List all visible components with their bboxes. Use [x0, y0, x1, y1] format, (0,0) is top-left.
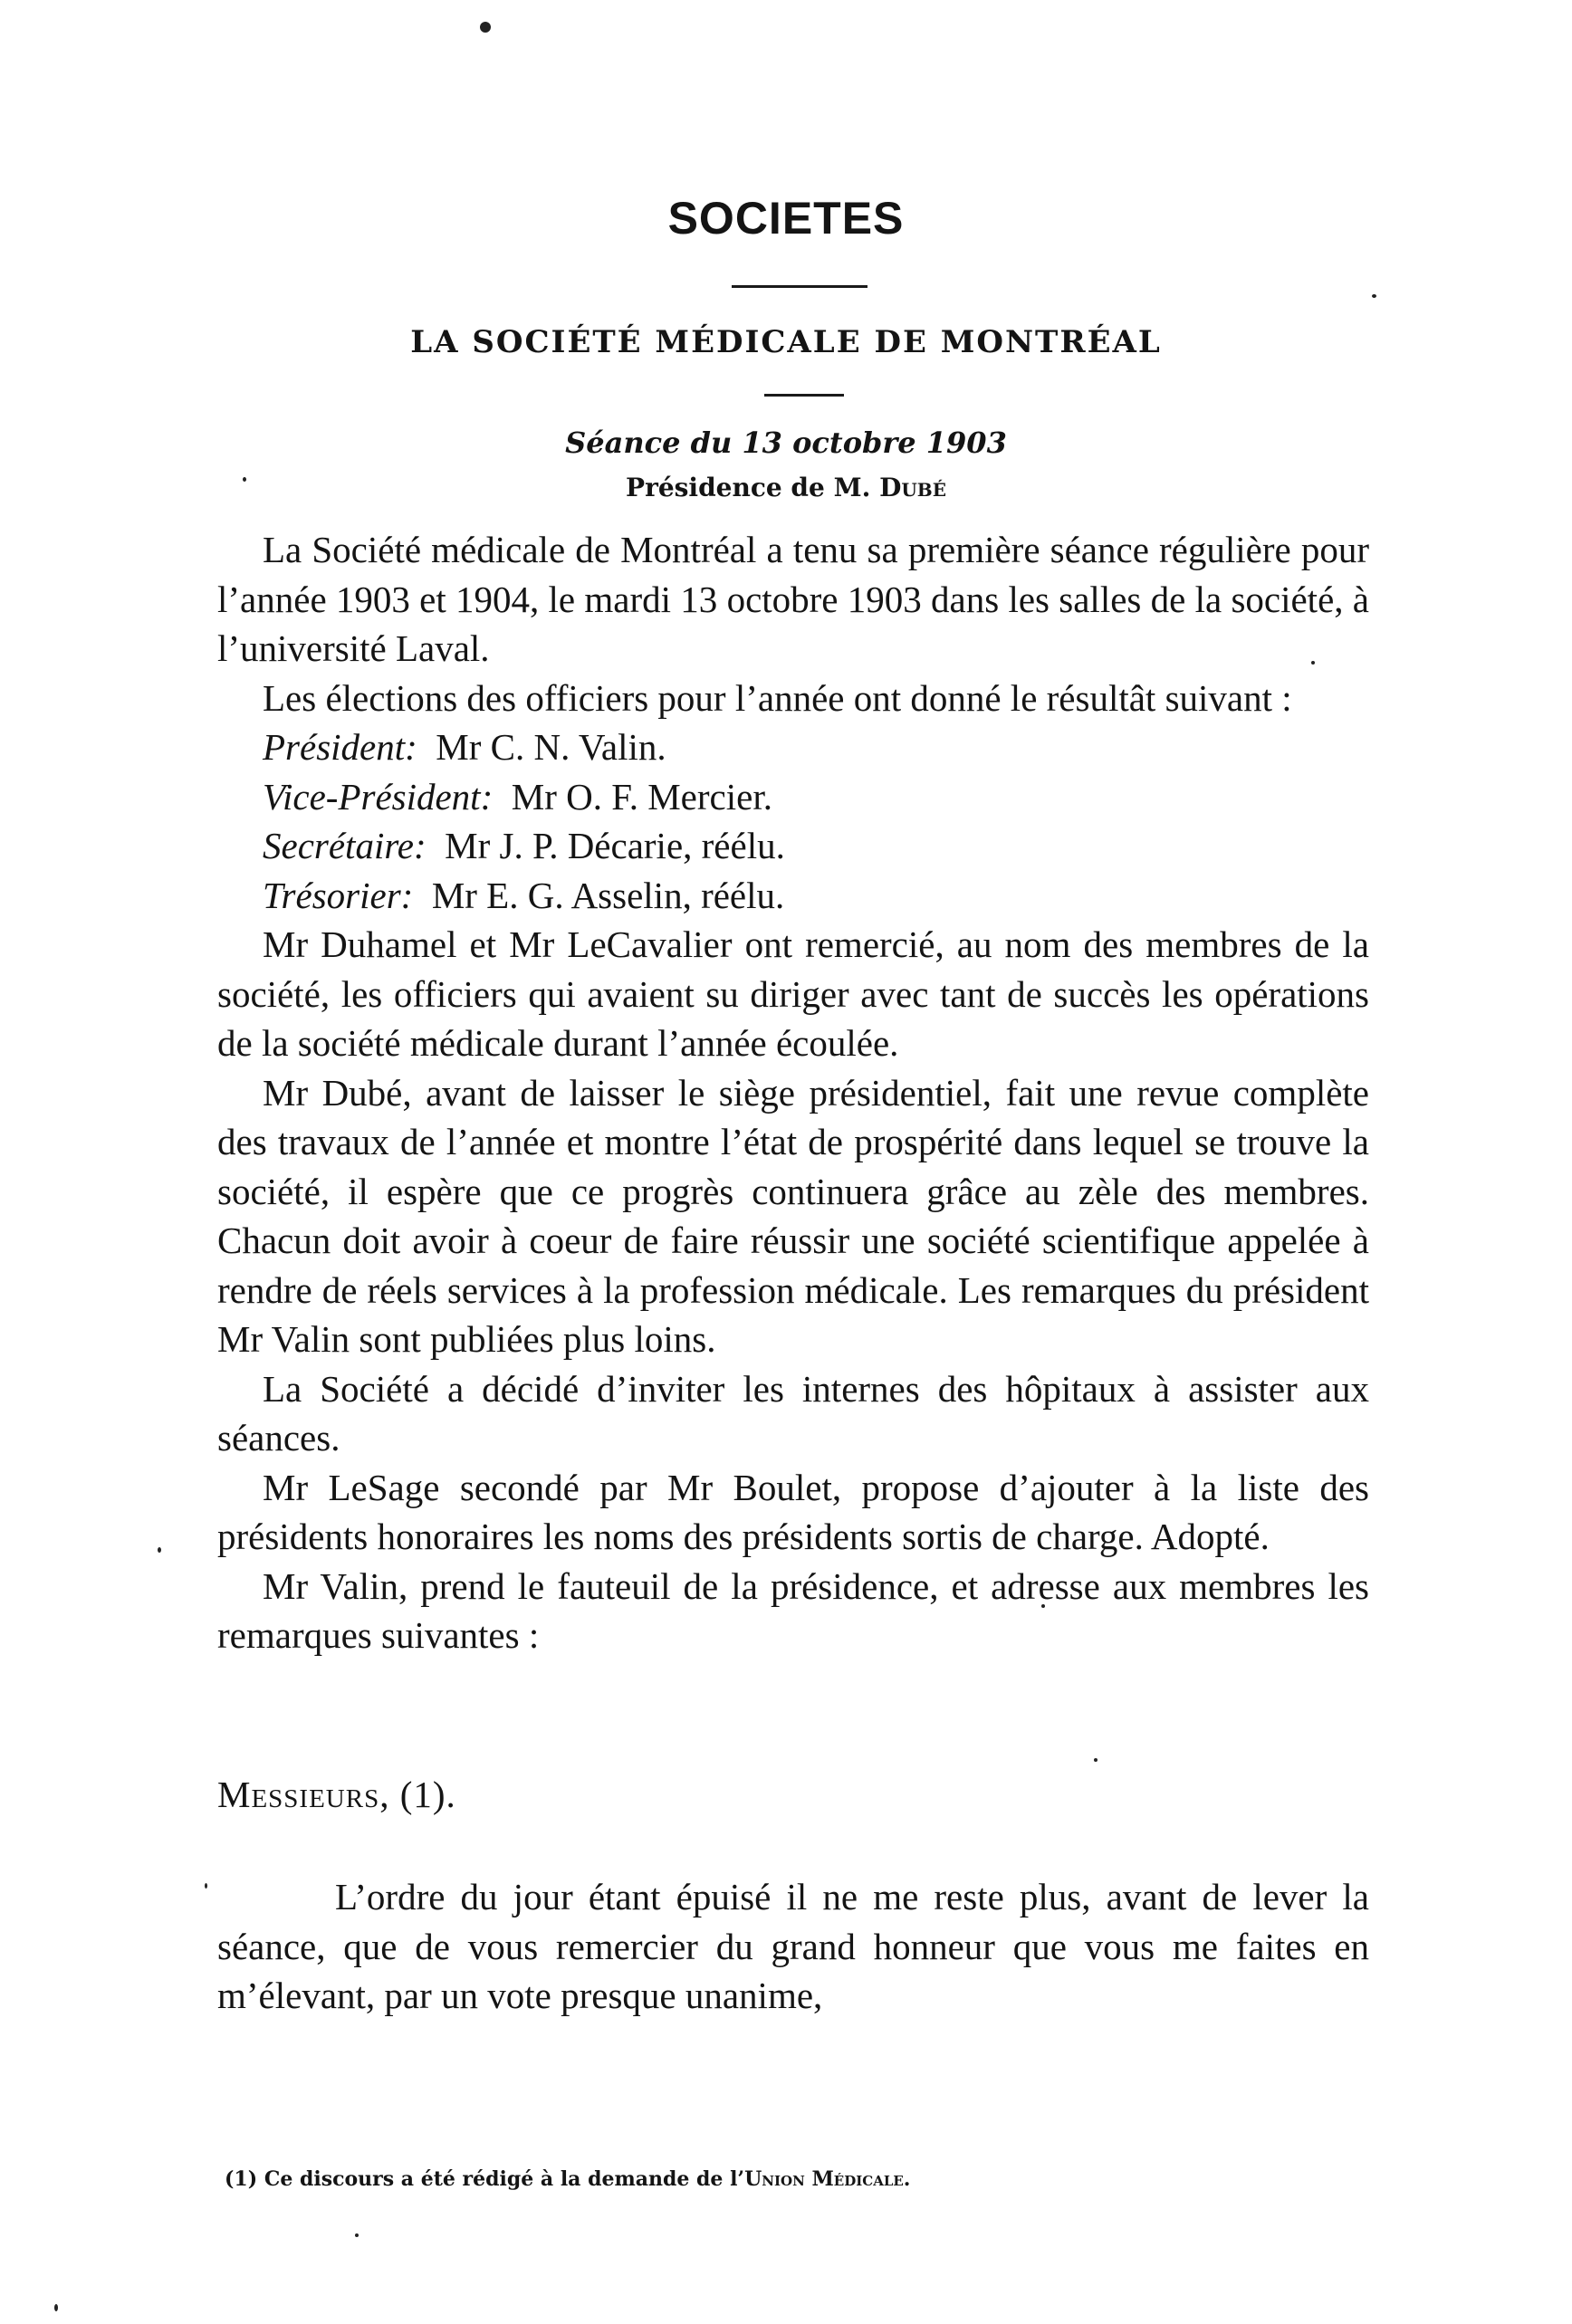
title-rule — [732, 285, 867, 288]
officer-name: Mr O. F. Mercier. — [511, 775, 772, 818]
paragraph-opening: La Société médicale de Montréal a tenu sa première séance régulière pour l’année 1903 et 1904, le mardi 13 octobre 1903 dans les salles de la société, à l’université Laval. — [217, 529, 1369, 669]
speech-salutation — [217, 1770, 456, 1820]
ink-speck — [205, 1883, 207, 1889]
paragraph-remarks: Mr Valin, prend le fauteuil de la présidence, et adresse aux membres les remarques suivantes : — [217, 1564, 1369, 1656]
officer-name: Mr E. G. Asselin, réélu. — [431, 874, 785, 916]
presidence-line — [0, 473, 1572, 502]
footnote-reference: (1). — [399, 1774, 456, 1815]
officer-role: Trésorier: — [263, 874, 414, 916]
presidence-prefix: Présidence de M. — [626, 473, 871, 502]
society-rule — [764, 394, 844, 397]
salutation-word: Messieurs, — [217, 1774, 390, 1815]
paragraph-motion: Mr LeSage secondé par Mr Boulet, propose d’ajouter à la liste des présidents honoraires les noms des présidents sortis de charge. Adopté. — [217, 1466, 1369, 1557]
paragraph-thanks: Mr Duhamel et Mr LeCavalier ont remercié, au nom des membres de la société, les officiers qui avaient su diriger avec tant de succès les opérations de la société médicale durant l’année écoulée. — [217, 923, 1369, 1064]
session-date-heading: Séance du 13 octobre 1903 — [565, 426, 1007, 460]
society-heading: LA SOCIÉTÉ MÉDICALE DE MONTRÉAL — [410, 324, 1162, 360]
officer-role: Président: — [263, 726, 417, 768]
officer-role: Vice-Président: — [263, 775, 494, 818]
paragraph-review: Mr Dubé, avant de laisser le siège présidentiel, fait une revue complète des travaux de l’année et montre l’état de prospérité dans lequel se trouve la société, il espère que ce progrès continuera grâce au zèle des membres. Chacun doit avoir à coeur de faire réussir une société scientifique appelée à rendre de réels services à la profession médicale. Les remarques du président Mr Valin sont publiées plus loins. — [217, 1071, 1369, 1360]
footnote-journal: Union Médicale. — [744, 2167, 911, 2191]
officer-treasurer — [217, 871, 1369, 921]
ink-speck — [158, 1547, 161, 1553]
officer-secretary — [217, 821, 1369, 871]
paragraph-elections: Les élections des officiers pour l’année ont donné le résultât suivant : — [263, 676, 1292, 719]
presidence-name: Dubé — [879, 473, 946, 502]
officer-role: Secrétaire: — [263, 825, 427, 866]
officer-president — [217, 722, 1369, 772]
ink-speck — [355, 2233, 359, 2237]
footnote — [225, 2167, 910, 2191]
minutes-body — [217, 525, 1369, 1660]
ink-speck — [54, 2304, 58, 2311]
ink-speck — [480, 22, 491, 33]
footnote-text: Ce discours a été rédigé à la demande de l’ — [264, 2167, 745, 2191]
ink-speck — [1094, 1758, 1098, 1762]
paragraph-interns: La Société a décidé d’inviter les internes des hôpitaux à assister aux séances. — [217, 1367, 1369, 1458]
officer-name: Mr C. N. Valin. — [436, 726, 666, 768]
officer-name: Mr J. P. Décarie, réélu. — [445, 825, 785, 866]
ink-speck — [1372, 294, 1376, 298]
section-title: SOCIETES — [667, 193, 905, 244]
speech-text: L’ordre du jour étant épuisé il ne me reste plus, avant de lever la séance, que de vous remercier du grand honneur que vous me faites en m’élevant, par un vote presque unanime, — [217, 1876, 1369, 2016]
footnote-marker: (1) — [225, 2167, 258, 2191]
officer-vice-president — [217, 772, 1369, 822]
